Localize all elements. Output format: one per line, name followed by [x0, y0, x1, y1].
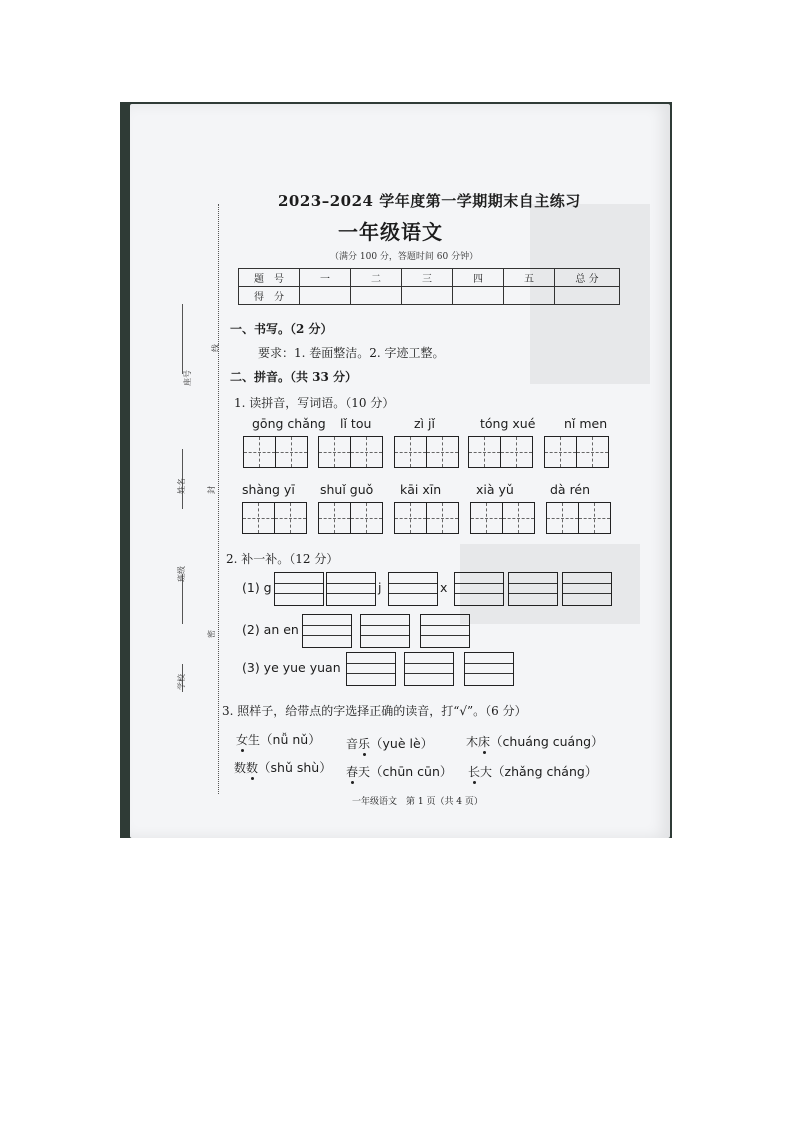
tianzi-grid[interactable] — [318, 502, 383, 534]
tianzi-grid[interactable] — [318, 436, 383, 468]
score-table: 题 号 一 二 三 四 五 总 分 得 分 — [238, 268, 620, 305]
four-line-box[interactable] — [388, 572, 438, 606]
four-line-box[interactable] — [508, 572, 558, 606]
four-line-box[interactable] — [562, 572, 612, 606]
side-label-class: 班级 — [177, 566, 186, 582]
four-line-box[interactable] — [420, 614, 470, 648]
q3-label: 3. 照样子，给带点的字选择正确的读音，打“√”。（6 分） — [222, 704, 527, 718]
reading-item: 数数（shǔ shù） — [234, 760, 332, 775]
tianzi-grid[interactable] — [394, 502, 459, 534]
side-label-xian: 线 — [211, 344, 220, 352]
side-label-name: 姓名 — [177, 478, 186, 494]
score-row-label: 得 分 — [239, 287, 300, 305]
tianzi-grid[interactable] — [243, 436, 308, 468]
q1-label: 1. 读拼音，写词语。（10 分） — [234, 396, 395, 410]
side-label-mi: 密 — [207, 630, 216, 638]
pinyin-word: xià yǔ — [476, 482, 514, 497]
pinyin-word: gōng chǎng — [252, 416, 326, 431]
reading-item: 长大（zhǎng cháng） — [468, 764, 598, 779]
pinyin-word: tóng xué — [480, 416, 536, 431]
four-line-box[interactable] — [404, 652, 454, 686]
section2-heading: 二、拼音。（共 33 分） — [230, 370, 358, 384]
subject-title: 一年级语文 — [338, 220, 443, 244]
four-line-box[interactable] — [326, 572, 376, 606]
exam-sheet — [130, 104, 670, 838]
q2-row1-label: (1) g — [242, 580, 272, 595]
section1-requirement: 要求：1. 卷面整洁。2. 字迹工整。 — [258, 346, 445, 360]
pinyin-word: nǐ men — [564, 416, 608, 431]
side-label-school: 学校 — [177, 674, 186, 690]
pinyin-word: zì jǐ — [414, 416, 435, 431]
score-cell — [300, 287, 351, 305]
score-row-label: 题 号 — [239, 269, 300, 287]
section1-heading: 一、书写。（2 分） — [230, 322, 333, 336]
tianzi-grid[interactable] — [468, 436, 533, 468]
q2-label: 2. 补一补。（12 分） — [226, 552, 339, 566]
score-cell — [402, 287, 453, 305]
four-line-box[interactable] — [464, 652, 514, 686]
photo-background — [120, 102, 672, 838]
score-cell — [351, 287, 402, 305]
score-cell — [453, 287, 504, 305]
reading-item: 春天（chūn cūn） — [346, 764, 453, 779]
pinyin-word: kāi xīn — [400, 482, 442, 497]
tianzi-grid[interactable] — [544, 436, 609, 468]
exam-note: （满分 100 分，答题时间 60 分钟） — [330, 252, 479, 262]
side-label-seat: 座号 — [183, 370, 192, 386]
four-line-box[interactable] — [302, 614, 352, 648]
exam-title: 2023–2024 学年度第一学期期末自主练习 — [278, 192, 581, 210]
reading-item: 木床（chuáng cuáng） — [466, 734, 604, 749]
four-line-box[interactable] — [360, 614, 410, 648]
score-cell — [555, 287, 620, 305]
q2-row1-x: x — [440, 580, 448, 595]
tianzi-grid[interactable] — [546, 502, 611, 534]
tianzi-grid[interactable] — [394, 436, 459, 468]
tianzi-grid[interactable] — [242, 502, 307, 534]
reading-item: 女生（nǚ nǔ） — [236, 732, 321, 747]
q2-row1-j: j — [378, 580, 382, 595]
binding-dotted-line — [218, 204, 219, 794]
side-label-feng: 封 — [207, 486, 216, 494]
tianzi-grid[interactable] — [470, 502, 535, 534]
four-line-box[interactable] — [274, 572, 324, 606]
reading-item: 音乐（yuè lè） — [346, 736, 434, 751]
four-line-box[interactable] — [454, 572, 504, 606]
q2-row2-label: (2) an en — [242, 622, 299, 637]
pinyin-word: shuǐ guǒ — [320, 482, 374, 497]
pinyin-word: lǐ tou — [340, 416, 372, 431]
q2-row3-label: (3) ye yue yuan — [242, 660, 341, 675]
four-line-box[interactable] — [346, 652, 396, 686]
pinyin-word: dà rén — [550, 482, 591, 497]
page-footer: 一年级语文 第 1 页（共 4 页） — [352, 797, 483, 807]
pinyin-word: shàng yī — [242, 482, 295, 497]
score-cell — [504, 287, 555, 305]
